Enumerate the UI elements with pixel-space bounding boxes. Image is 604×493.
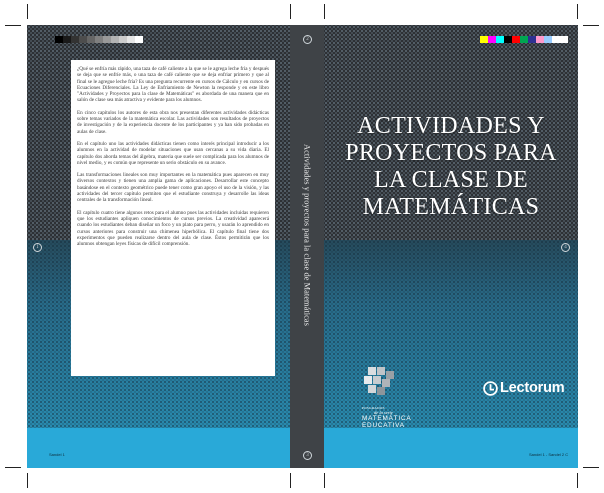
gray-swatch: [79, 36, 87, 43]
front-cover: [324, 25, 578, 468]
color-swatch: [512, 36, 520, 43]
bottom-band: [324, 428, 578, 468]
color-swatch: [488, 36, 496, 43]
bottom-band: [27, 428, 290, 468]
crop-mark: [290, 4, 291, 19]
crop-mark: [324, 473, 325, 488]
series-name: EDUCATIVA: [362, 422, 405, 430]
gray-swatch: [71, 36, 79, 43]
gray-swatch: [55, 36, 63, 43]
gray-swatch: [127, 36, 135, 43]
registration-mark: 3: [303, 451, 312, 460]
gray-swatch: [95, 36, 103, 43]
back-paragraph: Las transformaciones lineales son muy importantes en la matemática pues aparecen en muy diversos contextos y tienen una amplia gama de aplicaciones. Desarrollar este concepto basándose en el contexto geométrico puede tener como gran apoyo el uso de la visión, y las actividades del tercer capítulo permiten que el estudiante construya y desarrolle las ideas centrales de la transformación lineal.: [77, 172, 269, 204]
back-cover-text: [71, 60, 275, 376]
crop-mark: [324, 4, 325, 19]
crop-mark: [583, 25, 599, 26]
publisher-emblem-icon: [483, 381, 498, 396]
series-label: de la serie: [374, 410, 393, 415]
color-swatch: [536, 36, 544, 43]
title-line: LA CLASE DE: [374, 167, 528, 193]
color-swatch: [520, 36, 528, 43]
gray-swatch: [103, 36, 111, 43]
gray-swatch: [119, 36, 127, 43]
color-swatch: [528, 36, 536, 43]
gray-swatch: [135, 36, 143, 43]
gray-swatch: [63, 36, 71, 43]
color-swatch: [560, 36, 568, 43]
crop-mark: [583, 467, 599, 468]
title-line: ACTIVIDADES Y: [357, 113, 545, 139]
title-line: MATEMÁTICAS: [362, 194, 540, 220]
registration-mark: 1: [33, 243, 42, 252]
back-cover: [27, 25, 290, 468]
front-band-code: Sandel 1 - Sandel 2 C: [529, 452, 569, 457]
book-cover-spread: [27, 25, 578, 468]
crop-mark: [5, 467, 21, 468]
back-band-code: Sandel 1: [49, 452, 65, 457]
registration-mark: 4: [561, 243, 570, 252]
registration-mark: 2: [303, 35, 312, 44]
publisher-logo: [483, 380, 564, 396]
gray-swatch: [87, 36, 95, 43]
gray-color-bar: [55, 36, 143, 43]
back-paragraph: En cinco capítulos los autores de esta obra nos presentan diferentes actividades didácticas sobre temas variados de la matemática escolar. Las actividades son resultados de proyectos de investigación y de la experiencia docente de los participantes y ya han sido probadas en aulas de clase.: [77, 109, 269, 135]
crop-mark: [5, 25, 21, 26]
back-paragraph: ¿Qué se enfría más rápido, una taza de café caliente a la que se le agrega leche fría y después se deja que se enfríe más, o una taza de café caliente que se deja enfriar primero y que al final se le agregue leche fría? Es una pregunta recurrente en cursos de Cálculo y en cursos de Ecuaciones Diferenciales. La Ley de Enfriamiento de Newton la responde y en este libro "Actividades y Proyectos para la clase de Matemáticas" es abordada de una manera que en salón de clase sea más atractiva y evidente para los alumnos.: [77, 66, 269, 104]
crop-mark: [290, 473, 291, 488]
color-swatch: [496, 36, 504, 43]
spine-title: Actividades y proyectos para la clase de Matemáticas: [302, 144, 312, 326]
crop-mark: [577, 473, 578, 488]
color-swatch: [544, 36, 552, 43]
spine-band: [290, 428, 324, 468]
title-line: PROYECTOS PARA: [345, 140, 557, 166]
crop-mark: [27, 4, 28, 19]
back-paragraph: En el capítulo uno las actividades didácticas tienen como interés principal introducir a los alumnos en la actividad de modelar situaciones que usan cercanas a su vida diaria. El capítulo dos aborda temas del álgebra, materia que suele ser complicada para los alumnos de nivel medio, y es común que represente un serio obstáculo en su avance.: [77, 140, 269, 166]
spine: [290, 25, 324, 468]
color-swatch: [504, 36, 512, 43]
crop-mark: [577, 4, 578, 19]
crop-mark: [27, 473, 28, 488]
gray-swatch: [111, 36, 119, 43]
cubes-icon: [362, 365, 398, 399]
series-name: MATEMÁTICA: [362, 415, 412, 422]
series-prefix: POSGRADOS: [362, 406, 385, 410]
color-swatch: [480, 36, 488, 43]
publisher-name: Lectorum: [500, 380, 565, 396]
book-title: [324, 113, 578, 221]
series-logo: [362, 365, 412, 430]
color-bar: [480, 36, 568, 43]
color-swatch: [552, 36, 560, 43]
back-paragraph: El capítulo cuatro tiene algunos retos para el alumno pues las actividades incluidas requieren que los estudiantes apliquen conocimientos de cursos previos. La creatividad aparecerá cuando los estudiantes deban diseñar un foco y un plato para perro, y usarán lo aprendido en cursos anteriores para construir una chimenea hiperbólica. El capítulo final tiene dos experimentos que pueden realizarse dentro del aula de clase. Éstos permitirán que los alumnos obtengan leyes físicas de difícil comprensión.: [77, 209, 269, 248]
